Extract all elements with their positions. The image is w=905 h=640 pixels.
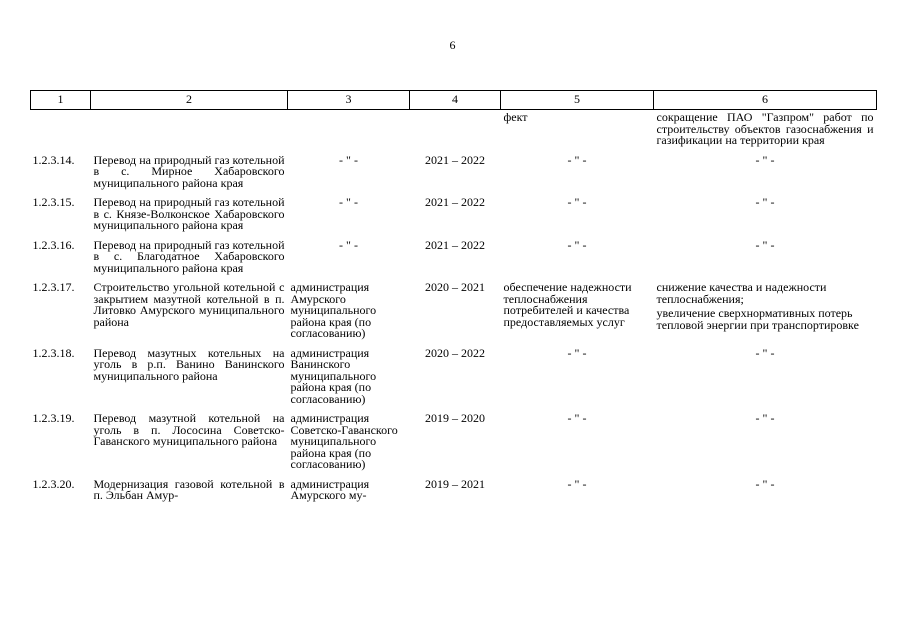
period: 2019 – 2021 <box>425 476 485 491</box>
measure-title: Строительство угольной котельной с закрытием мазутной котельной в п. Литовко Амурского муниципального района <box>93 280 285 329</box>
table-row <box>31 238 877 281</box>
measure-number: 1.2.3.16. <box>32 237 75 252</box>
table-row <box>31 195 877 238</box>
table-row <box>31 280 877 346</box>
executor: администрация Советско-Гаванского муниципального района края (по согласованию) <box>290 411 398 471</box>
risks <box>654 195 877 238</box>
expected-result: - " - <box>567 476 587 491</box>
table-row <box>31 411 877 477</box>
risk-item: - " - <box>755 476 775 491</box>
measure-title: Перевод на природный газ котельной в с. Благодатное Хабаровского муниципального района края <box>93 237 285 275</box>
measure-number: 1.2.3.17. <box>32 280 75 294</box>
carry-over-row <box>31 110 877 153</box>
expected-result: - " - <box>567 345 587 360</box>
measure-title: Модернизация газовой котельной в п. Эльбан Амур- <box>93 476 285 502</box>
table-row <box>31 477 877 508</box>
risk-item: - " - <box>755 411 775 425</box>
expected-result: - " - <box>567 237 587 252</box>
risks <box>654 477 877 508</box>
carry-over-risks: сокращение ПАО "Газпром" работ по строительству объектов газоснабжения и газификации на территории края <box>656 110 874 147</box>
expected-result: - " - <box>567 152 587 167</box>
executor: администрация Ванинского муниципального района края (по согласованию) <box>290 345 377 406</box>
executor: администрация Амурского му- <box>290 476 370 502</box>
measure-title: Перевод мазутных котельных на уголь в р.п. Ванино Ванинского муниципального района <box>93 345 285 383</box>
risks <box>654 238 877 281</box>
period: 2021 – 2022 <box>425 152 485 167</box>
measure-title: Перевод мазутной котельной на уголь в п. Лососина Советско-Гаванского муниципального района <box>93 411 285 448</box>
expected-result: обеспечение надежности теплоснабжения потребителей и качества предоставляемых услуг <box>503 280 632 329</box>
measure-number: 1.2.3.15. <box>32 195 75 209</box>
risk-item: - " - <box>755 152 775 167</box>
risk-item: - " - <box>755 345 775 360</box>
header-row <box>31 91 877 110</box>
period: 2021 – 2022 <box>425 237 485 252</box>
header-cell: 6 <box>654 91 877 110</box>
risk-item: снижение качества и надежности теплоснабжения; <box>656 280 827 306</box>
measure-number: 1.2.3.19. <box>32 411 75 425</box>
table-row <box>31 346 877 412</box>
risks <box>654 411 877 477</box>
measure-number: 1.2.3.14. <box>32 152 75 167</box>
measure-number: 1.2.3.20. <box>32 476 75 491</box>
period: 2019 – 2020 <box>425 411 485 425</box>
expected-result: - " - <box>567 411 587 425</box>
measure-title: Перевод на природный газ котельной в с. Князе-Волконское Хабаровского муниципального района края <box>93 195 285 232</box>
header-cell: 4 <box>410 91 501 110</box>
header-cell: 3 <box>288 91 410 110</box>
risks <box>654 280 877 346</box>
measure-title: Перевод на природный газ котельной в с. Мирное Хабаровского муниципального района края <box>93 152 285 190</box>
measure-number: 1.2.3.18. <box>32 345 75 360</box>
header-cell: 5 <box>501 91 654 110</box>
executor: - " - <box>339 152 358 167</box>
header-cell: 1 <box>31 91 91 110</box>
risks <box>654 153 877 196</box>
carry-over-result: фект <box>503 110 528 124</box>
measures-table <box>30 90 877 508</box>
risk-item: - " - <box>755 195 775 209</box>
header-cell: 2 <box>91 91 288 110</box>
executor: администрация Амурского муниципального района края (по согласованию) <box>290 280 377 340</box>
executor: - " - <box>339 237 358 252</box>
period: 2020 – 2022 <box>425 345 485 360</box>
table-row <box>31 153 877 196</box>
executor: - " - <box>339 195 358 209</box>
risk-item: - " - <box>755 237 775 252</box>
period: 2021 – 2022 <box>425 195 485 209</box>
period: 2020 – 2021 <box>425 280 485 294</box>
risk-item: увеличение сверхнормативных потерь тепловой энергии при транспортировке <box>656 306 859 332</box>
page-number: 6 <box>449 38 456 52</box>
risks <box>654 346 877 412</box>
expected-result: - " - <box>567 195 587 209</box>
